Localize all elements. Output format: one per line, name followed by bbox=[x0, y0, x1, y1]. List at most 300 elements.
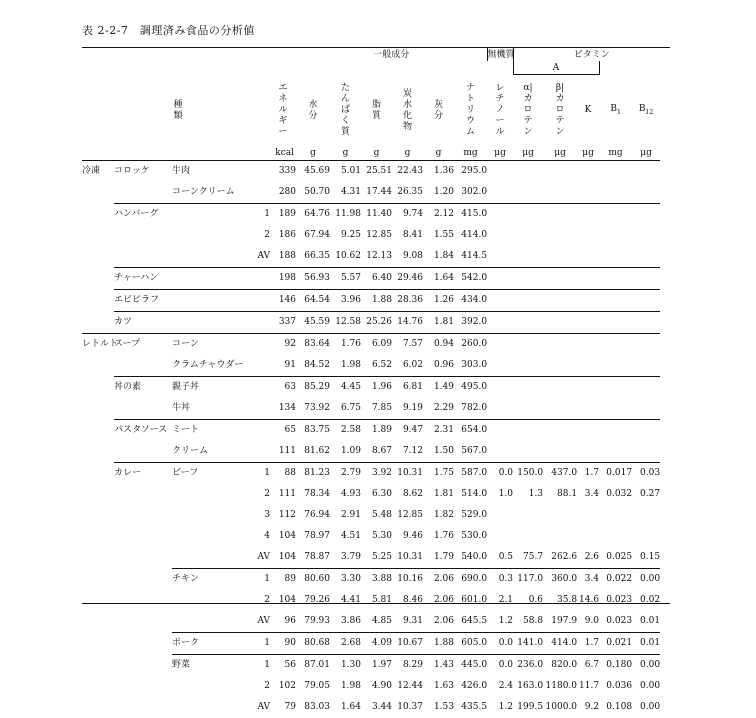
value-cell: 0.022 bbox=[606, 574, 633, 584]
sample-no-cell bbox=[254, 182, 270, 204]
value-cell: 5.01 bbox=[340, 166, 361, 176]
category-cell bbox=[82, 697, 114, 718]
value-cell: 6.75 bbox=[340, 403, 361, 413]
value-cell: 1.89 bbox=[371, 425, 392, 435]
value-cell: 1.64 bbox=[433, 273, 454, 283]
value-cell: 4.93 bbox=[340, 489, 361, 499]
value-cell bbox=[487, 312, 513, 334]
analysis-table bbox=[82, 47, 670, 718]
value-cell: 1.88 bbox=[433, 638, 454, 648]
sample-no-cell bbox=[254, 377, 270, 398]
category-cell bbox=[82, 441, 114, 463]
value-cell: 83.64 bbox=[304, 339, 330, 349]
food-cell bbox=[114, 225, 172, 246]
value-cell: 0.00 bbox=[640, 574, 661, 584]
category-cell bbox=[82, 676, 114, 697]
table-title: 表 2-2-7 調理済み食品の分析値 bbox=[82, 24, 255, 37]
value-cell: 0.025 bbox=[606, 552, 633, 562]
table-row bbox=[82, 182, 670, 204]
food-cell bbox=[114, 676, 172, 697]
value-cell: 260.0 bbox=[461, 339, 488, 349]
value-cell: 495.0 bbox=[461, 382, 488, 392]
value-cell: 0.5 bbox=[498, 552, 514, 562]
value-cell bbox=[487, 334, 513, 355]
value-cell: 445.0 bbox=[461, 660, 488, 670]
table-row bbox=[82, 312, 670, 334]
variety-cell: 野菜 bbox=[172, 660, 191, 670]
value-cell bbox=[577, 182, 599, 204]
value-cell: 9.25 bbox=[340, 230, 361, 240]
value-cell: 0.00 bbox=[640, 681, 661, 691]
value-cell bbox=[513, 398, 543, 420]
vitamin-a-label: A bbox=[513, 61, 599, 75]
sample-no-cell bbox=[254, 441, 270, 463]
value-cell: 29.46 bbox=[397, 273, 423, 283]
value-cell: 645.5 bbox=[461, 616, 488, 626]
value-cell bbox=[543, 334, 577, 355]
value-cell: 6.09 bbox=[371, 339, 392, 349]
value-cell: 76.94 bbox=[304, 510, 330, 520]
value-cell: 360.0 bbox=[551, 574, 578, 584]
value-cell: 9.46 bbox=[402, 531, 423, 541]
value-cell: 12.58 bbox=[335, 317, 361, 327]
value-cell: 1.2 bbox=[498, 702, 514, 712]
value-cell: 67.94 bbox=[304, 230, 330, 240]
value-cell: 4.85 bbox=[371, 616, 392, 626]
variety-cell bbox=[172, 268, 254, 290]
value-cell bbox=[487, 204, 513, 225]
column-header-1 bbox=[296, 75, 330, 147]
value-cell bbox=[487, 355, 513, 377]
food-cell: スープ bbox=[114, 339, 141, 349]
value-cell: 64.54 bbox=[304, 295, 330, 305]
value-cell bbox=[599, 334, 632, 355]
value-cell bbox=[487, 377, 513, 398]
value-cell: 5.57 bbox=[340, 273, 361, 283]
value-cell bbox=[543, 505, 577, 526]
variety-cell bbox=[172, 312, 254, 334]
value-cell: 10.16 bbox=[397, 574, 423, 584]
food-cell bbox=[114, 526, 172, 547]
value-cell: 56 bbox=[284, 660, 296, 670]
food-cell bbox=[114, 246, 172, 268]
value-cell: 5.30 bbox=[371, 531, 392, 541]
value-cell: 0.021 bbox=[606, 638, 633, 648]
unit-cell: kcal bbox=[270, 147, 296, 161]
value-cell bbox=[487, 441, 513, 463]
value-cell bbox=[599, 290, 632, 312]
value-cell: 73.92 bbox=[304, 403, 330, 413]
column-header-0 bbox=[270, 75, 296, 147]
value-cell bbox=[577, 204, 599, 225]
column-header-9 bbox=[543, 75, 577, 147]
sample-no-cell: 1 bbox=[264, 574, 270, 584]
value-cell: 79 bbox=[284, 702, 296, 712]
value-cell: 25.51 bbox=[366, 166, 392, 176]
value-cell: 17.44 bbox=[366, 187, 392, 197]
value-cell bbox=[543, 398, 577, 420]
variety-cell bbox=[172, 611, 254, 633]
value-cell bbox=[543, 246, 577, 268]
variety-cell: ポーク bbox=[172, 638, 200, 648]
value-cell: 4.31 bbox=[340, 187, 361, 197]
value-cell bbox=[577, 377, 599, 398]
value-cell bbox=[599, 160, 632, 182]
value-cell: 85.29 bbox=[304, 382, 330, 392]
food-cell: エビピラフ bbox=[114, 295, 160, 305]
table-row bbox=[82, 355, 670, 377]
table-row bbox=[82, 268, 670, 290]
table-row bbox=[82, 334, 670, 355]
value-cell: 112 bbox=[278, 510, 296, 520]
value-cell: 5.25 bbox=[371, 552, 392, 562]
value-cell: 2.6 bbox=[584, 552, 600, 562]
value-cell: 111 bbox=[278, 489, 296, 499]
value-cell bbox=[577, 312, 599, 334]
sample-no-cell bbox=[254, 268, 270, 290]
table-row bbox=[82, 290, 670, 312]
value-cell: 26.35 bbox=[397, 187, 423, 197]
value-cell: 0.0 bbox=[498, 660, 514, 670]
value-cell bbox=[632, 246, 660, 268]
value-cell bbox=[487, 290, 513, 312]
value-cell bbox=[577, 398, 599, 420]
value-cell: 0.00 bbox=[640, 660, 661, 670]
value-cell: 81.62 bbox=[304, 446, 330, 456]
value-cell: 280 bbox=[278, 187, 296, 197]
value-cell: 2.68 bbox=[340, 638, 361, 648]
value-cell: 134 bbox=[278, 403, 296, 413]
table-row bbox=[82, 569, 670, 590]
value-cell: 414.0 bbox=[461, 230, 488, 240]
group-mineral: 無機質 bbox=[487, 49, 515, 60]
value-cell: 6.81 bbox=[402, 382, 423, 392]
sample-no-cell: 2 bbox=[264, 489, 270, 499]
group-general: 一般成分 bbox=[296, 48, 487, 62]
column-label: 炭水化物 bbox=[402, 88, 412, 132]
value-cell bbox=[599, 505, 632, 526]
food-cell: パスタソース bbox=[114, 425, 168, 435]
value-cell: 2.79 bbox=[340, 468, 361, 478]
sample-no-cell: AV bbox=[257, 616, 270, 626]
value-cell: 392.0 bbox=[461, 317, 488, 327]
value-cell: 0.01 bbox=[640, 638, 661, 648]
value-cell: 8.62 bbox=[402, 489, 423, 499]
sample-no-cell: 1 bbox=[264, 638, 270, 648]
value-cell bbox=[599, 441, 632, 463]
value-cell: 146 bbox=[278, 295, 296, 305]
value-cell: 9.31 bbox=[402, 616, 423, 626]
value-cell bbox=[599, 398, 632, 420]
value-cell: 10.31 bbox=[397, 468, 423, 478]
sample-no-cell: AV bbox=[257, 702, 270, 712]
value-cell: 7.57 bbox=[402, 339, 423, 349]
unit-cell: g bbox=[330, 147, 361, 161]
value-cell: 14.6 bbox=[579, 595, 600, 605]
column-label: 灰分 bbox=[433, 99, 443, 121]
variety-cell: ビーフ bbox=[172, 468, 199, 478]
sample-no-cell bbox=[254, 290, 270, 312]
column-header-2 bbox=[330, 75, 361, 147]
food-cell bbox=[114, 484, 172, 505]
variety-cell bbox=[172, 697, 254, 718]
value-cell: 92 bbox=[284, 339, 296, 349]
value-cell: 1.97 bbox=[371, 660, 392, 670]
value-cell bbox=[632, 312, 660, 334]
table-row bbox=[82, 590, 670, 611]
value-cell: 0.036 bbox=[606, 681, 633, 691]
value-cell bbox=[632, 377, 660, 398]
value-cell: 690.0 bbox=[461, 574, 488, 584]
variety-cell: コーン bbox=[172, 339, 199, 349]
table-row bbox=[82, 441, 670, 463]
value-cell: 188 bbox=[278, 251, 296, 261]
value-cell: 6.40 bbox=[371, 273, 392, 283]
value-cell: 302.0 bbox=[461, 187, 488, 197]
value-cell: 0.03 bbox=[640, 468, 661, 478]
unit-cell: μg bbox=[632, 147, 660, 161]
value-cell bbox=[577, 505, 599, 526]
value-cell: 435.5 bbox=[461, 702, 488, 712]
value-cell: 50.70 bbox=[304, 187, 330, 197]
value-cell: 12.85 bbox=[366, 230, 392, 240]
value-cell: 1.20 bbox=[433, 187, 454, 197]
value-cell: 1.84 bbox=[433, 251, 454, 261]
value-cell: 0.180 bbox=[606, 660, 633, 670]
value-cell: 10.67 bbox=[397, 638, 423, 648]
value-cell: 197.9 bbox=[551, 616, 578, 626]
value-cell: 1.96 bbox=[371, 382, 392, 392]
value-cell: 79.26 bbox=[304, 595, 330, 605]
value-cell: 9.0 bbox=[584, 616, 600, 626]
value-cell bbox=[487, 246, 513, 268]
value-cell bbox=[599, 246, 632, 268]
value-cell bbox=[513, 377, 543, 398]
value-cell bbox=[543, 182, 577, 204]
value-cell: 65 bbox=[284, 425, 296, 435]
value-cell bbox=[513, 246, 543, 268]
value-cell: 198 bbox=[278, 273, 296, 283]
value-cell bbox=[577, 420, 599, 441]
column-header-6 bbox=[454, 75, 487, 147]
value-cell: 80.60 bbox=[304, 574, 330, 584]
value-cell: 0.017 bbox=[606, 468, 633, 478]
value-cell: 2.06 bbox=[433, 616, 454, 626]
sample-no-cell bbox=[254, 398, 270, 420]
kind-label: 種類 bbox=[173, 99, 183, 121]
value-cell bbox=[543, 160, 577, 182]
table-row bbox=[82, 611, 670, 633]
value-cell: 9.2 bbox=[584, 702, 600, 712]
value-cell: 1.49 bbox=[433, 382, 454, 392]
value-cell bbox=[513, 441, 543, 463]
header-vitamin-a-row bbox=[82, 61, 670, 75]
value-cell bbox=[513, 160, 543, 182]
value-cell: 6.7 bbox=[584, 660, 600, 670]
value-cell: 0.27 bbox=[640, 489, 661, 499]
value-cell: 78.87 bbox=[304, 552, 330, 562]
value-cell: 11.98 bbox=[335, 209, 361, 219]
value-cell: 542.0 bbox=[461, 273, 488, 283]
value-cell: 295.0 bbox=[461, 166, 488, 176]
unit-cell: mg bbox=[454, 147, 487, 161]
column-label: エネルギー bbox=[278, 83, 288, 137]
value-cell: 1.98 bbox=[340, 360, 361, 370]
value-cell: 2.06 bbox=[433, 574, 454, 584]
value-cell bbox=[632, 420, 660, 441]
value-cell: 820.0 bbox=[551, 660, 578, 670]
value-cell bbox=[543, 225, 577, 246]
value-cell: 1.50 bbox=[433, 446, 454, 456]
column-label: 水分 bbox=[308, 99, 318, 121]
table-row bbox=[82, 484, 670, 505]
value-cell: 6.30 bbox=[371, 489, 392, 499]
unit-cell: mg bbox=[599, 147, 632, 161]
category-cell bbox=[82, 463, 114, 484]
value-cell: 1.81 bbox=[433, 489, 454, 499]
value-cell: 88 bbox=[284, 468, 296, 478]
column-header-10 bbox=[577, 75, 599, 147]
value-cell: 87.01 bbox=[304, 660, 330, 670]
value-cell: 75.7 bbox=[523, 552, 544, 562]
value-cell: 45.59 bbox=[304, 317, 330, 327]
value-cell bbox=[577, 160, 599, 182]
variety-cell: コーンクリーム bbox=[172, 187, 235, 197]
food-cell bbox=[114, 441, 172, 463]
value-cell: 2.1 bbox=[498, 595, 514, 605]
value-cell: 540.0 bbox=[461, 552, 488, 562]
value-cell: 1.3 bbox=[528, 489, 544, 499]
value-cell: 414.5 bbox=[461, 251, 488, 261]
value-cell: 4.90 bbox=[371, 681, 392, 691]
value-cell: 3.44 bbox=[371, 702, 392, 712]
value-cell: 1.0 bbox=[498, 489, 514, 499]
value-cell: 12.44 bbox=[397, 681, 423, 691]
food-cell bbox=[114, 611, 172, 633]
value-cell: 12.13 bbox=[366, 251, 392, 261]
value-cell: 514.0 bbox=[461, 489, 488, 499]
value-cell: 3.79 bbox=[340, 552, 361, 562]
value-cell: 104 bbox=[278, 531, 296, 541]
variety-cell bbox=[172, 547, 254, 569]
value-cell: 4.51 bbox=[340, 531, 361, 541]
value-cell bbox=[513, 204, 543, 225]
value-cell: 104 bbox=[278, 595, 296, 605]
column-label: β|カロテン bbox=[555, 83, 565, 138]
value-cell: 1.63 bbox=[433, 681, 454, 691]
value-cell: 0.0 bbox=[498, 468, 514, 478]
sample-no-cell bbox=[254, 355, 270, 377]
value-cell: 9.19 bbox=[402, 403, 423, 413]
value-cell: 6.52 bbox=[371, 360, 392, 370]
value-cell bbox=[543, 204, 577, 225]
sample-no-cell bbox=[254, 420, 270, 441]
sample-no-cell: AV bbox=[257, 251, 270, 261]
category-cell bbox=[82, 569, 114, 590]
category-cell bbox=[82, 420, 114, 441]
value-cell bbox=[632, 505, 660, 526]
variety-cell bbox=[172, 246, 254, 268]
value-cell: 2.12 bbox=[433, 209, 454, 219]
value-cell: 58.8 bbox=[523, 616, 544, 626]
value-cell: 1.75 bbox=[433, 468, 454, 478]
value-cell: 104 bbox=[278, 552, 296, 562]
value-cell: 236.0 bbox=[517, 660, 544, 670]
value-cell bbox=[599, 355, 632, 377]
value-cell bbox=[632, 268, 660, 290]
value-cell: 4.41 bbox=[340, 595, 361, 605]
category-cell bbox=[82, 505, 114, 526]
table-row bbox=[82, 633, 670, 655]
category-cell bbox=[82, 547, 114, 569]
variety-cell bbox=[172, 526, 254, 547]
value-cell: 12.85 bbox=[397, 510, 423, 520]
column-label: たんぱく質 bbox=[340, 83, 350, 137]
value-cell: 150.0 bbox=[517, 468, 544, 478]
value-cell: 117.0 bbox=[517, 574, 544, 584]
value-cell: 2.29 bbox=[433, 403, 454, 413]
value-cell: 437.0 bbox=[551, 468, 578, 478]
table-row bbox=[82, 377, 670, 398]
value-cell bbox=[632, 398, 660, 420]
value-cell: 10.31 bbox=[397, 552, 423, 562]
value-cell bbox=[577, 246, 599, 268]
value-cell bbox=[632, 204, 660, 225]
value-cell: 2.4 bbox=[498, 681, 514, 691]
variety-cell: クリーム bbox=[172, 446, 209, 456]
value-cell: 9.74 bbox=[402, 209, 423, 219]
value-cell: 1.7 bbox=[584, 468, 600, 478]
unit-cell: μg bbox=[543, 147, 577, 161]
value-cell: 2.58 bbox=[340, 425, 361, 435]
category-cell bbox=[82, 526, 114, 547]
table-row bbox=[82, 676, 670, 697]
value-cell bbox=[543, 441, 577, 463]
value-cell bbox=[543, 526, 577, 547]
value-cell: 64.76 bbox=[304, 209, 330, 219]
value-cell: 0.023 bbox=[606, 616, 633, 626]
value-cell bbox=[632, 355, 660, 377]
food-cell bbox=[114, 697, 172, 718]
value-cell bbox=[543, 377, 577, 398]
variety-cell bbox=[172, 590, 254, 611]
variety-cell bbox=[172, 290, 254, 312]
value-cell: 10.37 bbox=[397, 702, 423, 712]
value-cell: 0.032 bbox=[606, 489, 633, 499]
value-cell: 1.98 bbox=[340, 681, 361, 691]
value-cell: 6.02 bbox=[402, 360, 423, 370]
value-cell bbox=[513, 290, 543, 312]
value-cell bbox=[632, 225, 660, 246]
sample-no-cell bbox=[254, 160, 270, 182]
food-cell bbox=[114, 590, 172, 611]
column-header-5 bbox=[423, 75, 454, 147]
value-cell: 8.29 bbox=[402, 660, 423, 670]
variety-cell: 牛肉 bbox=[172, 166, 191, 176]
value-cell: 337 bbox=[278, 317, 296, 327]
sample-no-cell: 1 bbox=[264, 209, 270, 219]
category-cell bbox=[82, 225, 114, 246]
unit-cell: g bbox=[296, 147, 330, 161]
value-cell: 163.0 bbox=[517, 681, 544, 691]
food-cell: ハンバーグ bbox=[114, 209, 159, 219]
value-cell: 3.30 bbox=[340, 574, 361, 584]
value-cell: 8.41 bbox=[402, 230, 423, 240]
variety-cell: 牛丼 bbox=[172, 403, 191, 413]
value-cell bbox=[487, 420, 513, 441]
category-cell bbox=[82, 484, 114, 505]
category-cell bbox=[82, 204, 114, 225]
